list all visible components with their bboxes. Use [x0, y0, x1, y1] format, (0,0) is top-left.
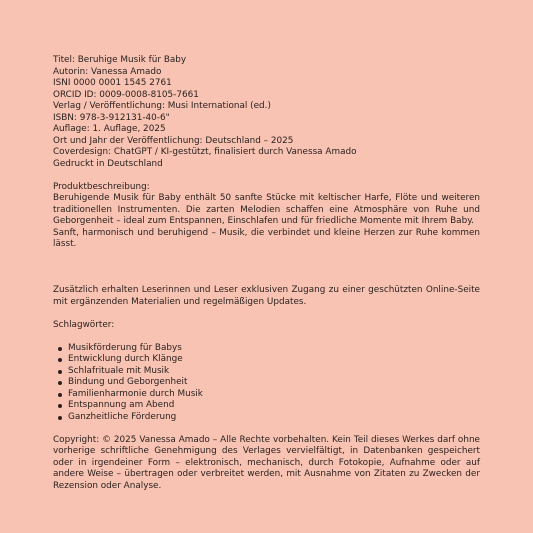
bullet-icon — [58, 393, 62, 397]
metadata-publisher: Verlag / Veröffentlichung: Musi International (ed.) — [53, 101, 271, 111]
bullet-icon — [58, 404, 62, 408]
spacer — [53, 308, 480, 320]
metadata-cover-design: Coverdesign: ChatGPT / KI-gestützt, finalisiert durch Vanessa Amado — [53, 147, 357, 157]
metadata-isni: ISNI 0000 0001 1545 2761 — [53, 78, 172, 88]
spacer — [53, 170, 480, 182]
copyright-paragraph: Copyright: © 2025 Vanessa Amado – Alle Rechte vorbehalten. Kein Teil dieses Werkes darf ohne vorherige schriftliche Genehmigung des Verlages vervielfältigt, in Datenbanken gespeichert oder in irgendeiner Form – elektronisch, mechanisch, durch Fotokopie, Aufnahme oder auf andere Weise – übertragen oder verbreitet werden, mit Ausnahme von Zitaten zu Zwecken der Rezension oder Analyse. — [53, 434, 480, 491]
description-closing: Sanft, harmonisch und beruhigend – Musik, die verbindet und kleine Herzen zur Ruhe kommen lässt. — [53, 227, 480, 249]
metadata-block — [53, 55, 480, 170]
description-heading: Produktbeschreibung: — [53, 181, 150, 192]
description-body: Beruhigende Musik für Baby enthält 50 sanfte Stücke mit keltischer Harfe, Flöte und weiteren traditionellen Instrumenten. Die zarten Melodien schaffen eine Atmosphäre von Ruhe und Geborgenheit – ideal zum Entspannen, Einschlafen und für friedliche Momente mit Ihrem Baby. — [53, 193, 480, 226]
bullet-icon — [58, 381, 62, 385]
bullet-icon — [58, 416, 62, 420]
spacer — [53, 331, 480, 343]
description-section — [53, 182, 480, 251]
keyword-label: Schlafrituale mit Musik — [68, 365, 170, 376]
keyword-item — [68, 377, 480, 389]
metadata-printed-in: Gedruckt in Deutschland — [53, 158, 163, 169]
keyword-item — [68, 389, 480, 401]
keyword-label: Familienharmonie durch Musik — [68, 388, 203, 399]
keyword-label: Ganzheitliche Förderung — [68, 411, 177, 422]
metadata-isbn: ISBN: 978-3-912131-40-6" — [53, 112, 170, 123]
keyword-item — [68, 343, 480, 355]
keywords-list — [53, 343, 480, 424]
spacer — [53, 274, 480, 286]
keyword-item — [68, 400, 480, 412]
keywords-section — [53, 320, 480, 424]
metadata-title: Titel: Beruhige Musik für Baby — [53, 55, 187, 65]
metadata-place-year: Ort und Jahr der Veröffentlichung: Deutschland – 2025 — [53, 135, 294, 146]
keyword-label: Musikförderung für Babys — [68, 342, 182, 353]
extra-access-paragraph: Zusätzlich erhalten Leserinnen und Leser exklusiven Zugang zu einer geschützten Online-Seite mit ergänzenden Materialien und regelmäßigen Updates. — [53, 285, 480, 307]
metadata-edition: Auflage: 1. Auflage, 2025 — [53, 124, 166, 134]
metadata-author: Autorin: Vanessa Amado — [53, 66, 162, 77]
bullet-icon — [58, 358, 62, 362]
keyword-label: Bindung und Geborgenheit — [68, 377, 188, 387]
keyword-label: Entspannung am Abend — [68, 400, 175, 410]
keywords-heading: Schlagwörter: — [53, 319, 115, 330]
spacer — [53, 251, 480, 274]
bullet-icon — [58, 347, 62, 351]
bullet-icon — [58, 370, 62, 374]
keyword-item — [68, 366, 480, 378]
keyword-item — [68, 412, 480, 424]
spacer — [53, 423, 480, 435]
keyword-label: Entwicklung durch Klänge — [68, 354, 183, 364]
keyword-item — [68, 354, 480, 366]
metadata-orcid: ORCID ID: 0009-0008-8105-7661 — [53, 89, 199, 100]
